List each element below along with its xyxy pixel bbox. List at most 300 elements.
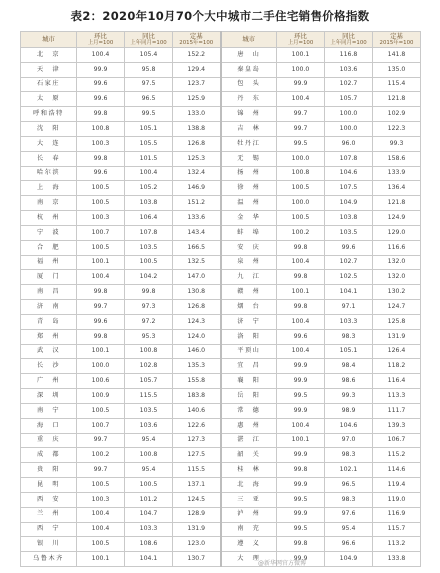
left-base-cell: 152.2 (173, 48, 221, 63)
left-mom-cell: 100.4 (77, 522, 125, 537)
left-base-cell: 133.0 (173, 107, 221, 122)
left-city-cell: 广 州 (21, 374, 77, 389)
left-base-cell: 125.9 (173, 92, 221, 107)
right-mom-cell: 100.5 (277, 211, 325, 226)
right-base-cell: 119.4 (373, 478, 421, 493)
left-yoy-cell: 97.5 (125, 77, 173, 92)
left-city-cell: 乌鲁木齐 (21, 552, 77, 567)
right-yoy-cell: 116.8 (325, 48, 373, 63)
header-base: 定基 2015年=100 (173, 32, 221, 48)
right-city-cell: 桂 林 (221, 463, 277, 478)
table-row (21, 166, 421, 181)
right-yoy-cell: 103.8 (325, 211, 373, 226)
left-base-cell: 126.8 (173, 300, 221, 315)
right-city-cell: 洛 阳 (221, 329, 277, 344)
table-row (21, 151, 421, 166)
left-base-cell: 129.4 (173, 62, 221, 77)
left-mom-cell: 100.4 (77, 48, 125, 63)
left-city-cell: 宁 波 (21, 225, 77, 240)
left-base-cell: 143.4 (173, 225, 221, 240)
left-city-cell: 合 肥 (21, 240, 77, 255)
left-base-cell: 123.0 (173, 537, 221, 552)
table-row (21, 403, 421, 418)
price-index-table (20, 31, 421, 567)
table-row (21, 418, 421, 433)
left-mom-cell: 100.5 (77, 537, 125, 552)
right-city-cell: 金 华 (221, 211, 277, 226)
right-mom-cell: 99.5 (277, 522, 325, 537)
table-row (21, 92, 421, 107)
table-row (21, 314, 421, 329)
right-base-cell: 131.9 (373, 329, 421, 344)
right-yoy-cell: 102.7 (325, 255, 373, 270)
left-city-cell: 青 岛 (21, 314, 77, 329)
table-row (21, 344, 421, 359)
right-yoy-cell: 104.1 (325, 285, 373, 300)
left-mom-cell: 99.6 (77, 314, 125, 329)
left-base-cell: 146.9 (173, 181, 221, 196)
left-yoy-cell: 104.7 (125, 507, 173, 522)
header-mom: 环比 上月=100 (77, 32, 125, 48)
left-yoy-cell: 96.5 (125, 92, 173, 107)
right-base-cell: 122.3 (373, 122, 421, 137)
right-mom-cell: 100.4 (277, 418, 325, 433)
right-base-cell: 139.3 (373, 418, 421, 433)
right-yoy-cell: 98.9 (325, 403, 373, 418)
left-city-cell: 重 庆 (21, 433, 77, 448)
left-city-cell: 贵 阳 (21, 463, 77, 478)
right-city-cell: 襄 阳 (221, 374, 277, 389)
right-yoy-cell: 107.8 (325, 151, 373, 166)
left-yoy-cell: 105.5 (125, 136, 173, 151)
table-row (21, 136, 421, 151)
right-base-cell: 116.9 (373, 507, 421, 522)
right-city-cell: 丹 东 (221, 92, 277, 107)
left-city-cell: 哈尔滨 (21, 166, 77, 181)
left-yoy-cell: 104.2 (125, 270, 173, 285)
right-city-cell: 唐 山 (221, 48, 277, 63)
right-mom-cell: 100.8 (277, 166, 325, 181)
left-yoy-cell: 103.5 (125, 240, 173, 255)
right-yoy-cell: 98.3 (325, 329, 373, 344)
right-base-cell: 113.3 (373, 389, 421, 404)
left-base-cell: 137.1 (173, 478, 221, 493)
left-base-cell: 124.3 (173, 314, 221, 329)
left-base-cell: 130.7 (173, 552, 221, 567)
left-base-cell: 122.6 (173, 418, 221, 433)
left-city-cell: 上 海 (21, 181, 77, 196)
left-base-cell: 132.4 (173, 166, 221, 181)
right-yoy-cell: 98.6 (325, 374, 373, 389)
table-row (21, 522, 421, 537)
table-row (21, 507, 421, 522)
left-city-cell: 西 宁 (21, 522, 77, 537)
table-row (21, 433, 421, 448)
right-yoy-cell: 104.6 (325, 166, 373, 181)
right-city-cell: 南 充 (221, 522, 277, 537)
table-row (21, 300, 421, 315)
right-yoy-cell: 100.0 (325, 107, 373, 122)
left-city-cell: 北 京 (21, 48, 77, 63)
left-yoy-cell: 103.8 (125, 196, 173, 211)
table-row (21, 478, 421, 493)
left-base-cell: 126.8 (173, 136, 221, 151)
right-yoy-cell: 103.3 (325, 314, 373, 329)
table-row (21, 48, 421, 63)
left-yoy-cell: 95.3 (125, 329, 173, 344)
right-yoy-cell: 97.0 (325, 433, 373, 448)
left-yoy-cell: 103.6 (125, 418, 173, 433)
right-mom-cell: 100.4 (277, 255, 325, 270)
left-yoy-cell: 115.5 (125, 389, 173, 404)
right-mom-cell: 100.2 (277, 225, 325, 240)
right-city-cell: 包 头 (221, 77, 277, 92)
left-mom-cell: 100.5 (77, 403, 125, 418)
left-yoy-cell: 101.5 (125, 151, 173, 166)
right-base-cell: 114.6 (373, 463, 421, 478)
table-body (21, 32, 421, 567)
right-yoy-cell: 105.1 (325, 344, 373, 359)
right-base-cell: 121.8 (373, 92, 421, 107)
table-row (21, 181, 421, 196)
left-city-cell: 成 都 (21, 448, 77, 463)
table-title: 表2：2020年10月70个大中城市二手住宅销售价格指数 (70, 9, 370, 23)
left-city-cell: 郑 州 (21, 329, 77, 344)
table-row (21, 492, 421, 507)
right-city-cell: 吉 林 (221, 122, 277, 137)
left-mom-cell: 99.6 (77, 166, 125, 181)
header-city-right: 城市 (221, 32, 277, 48)
left-base-cell: 127.3 (173, 433, 221, 448)
left-base-cell: 115.5 (173, 463, 221, 478)
left-mom-cell: 99.8 (77, 285, 125, 300)
table-row (21, 62, 421, 77)
right-yoy-cell: 102.7 (325, 77, 373, 92)
left-base-cell: 166.5 (173, 240, 221, 255)
table-row (21, 77, 421, 92)
right-city-cell: 北 海 (221, 478, 277, 493)
right-city-cell: 泸 州 (221, 507, 277, 522)
left-yoy-cell: 106.4 (125, 211, 173, 226)
left-city-cell: 昆 明 (21, 478, 77, 493)
table-row (21, 240, 421, 255)
right-base-cell: 124.7 (373, 300, 421, 315)
left-base-cell: 135.3 (173, 359, 221, 374)
left-yoy-cell: 102.8 (125, 359, 173, 374)
right-mom-cell: 100.1 (277, 48, 325, 63)
right-yoy-cell: 98.3 (325, 448, 373, 463)
right-mom-cell: 99.6 (277, 329, 325, 344)
right-mom-cell: 99.7 (277, 122, 325, 137)
right-yoy-cell: 99.6 (325, 240, 373, 255)
right-mom-cell: 100.4 (277, 92, 325, 107)
right-yoy-cell: 103.6 (325, 62, 373, 77)
right-base-cell: 106.7 (373, 433, 421, 448)
table-row (21, 255, 421, 270)
right-yoy-cell: 102.5 (325, 270, 373, 285)
right-base-cell: 124.9 (373, 211, 421, 226)
right-yoy-cell: 105.7 (325, 92, 373, 107)
left-base-cell: 128.9 (173, 507, 221, 522)
right-city-cell: 泉 州 (221, 255, 277, 270)
left-mom-cell: 100.8 (77, 122, 125, 137)
table-row (21, 552, 421, 567)
right-base-cell: 99.3 (373, 136, 421, 151)
left-city-cell: 西 安 (21, 492, 77, 507)
left-yoy-cell: 100.5 (125, 478, 173, 493)
left-mom-cell: 100.4 (77, 507, 125, 522)
right-mom-cell: 99.5 (277, 492, 325, 507)
right-mom-cell: 99.8 (277, 240, 325, 255)
left-mom-cell: 100.4 (77, 270, 125, 285)
left-base-cell: 155.8 (173, 374, 221, 389)
left-base-cell: 123.7 (173, 77, 221, 92)
right-base-cell: 116.4 (373, 374, 421, 389)
right-mom-cell: 99.9 (277, 77, 325, 92)
table-row (21, 329, 421, 344)
left-city-cell: 呼和浩特 (21, 107, 77, 122)
left-mom-cell: 99.9 (77, 62, 125, 77)
left-yoy-cell: 100.8 (125, 448, 173, 463)
left-city-cell: 福 州 (21, 255, 77, 270)
right-city-cell: 大 理 (221, 552, 277, 567)
right-yoy-cell: 98.4 (325, 359, 373, 374)
left-mom-cell: 100.0 (77, 359, 125, 374)
right-yoy-cell: 107.5 (325, 181, 373, 196)
left-yoy-cell: 105.2 (125, 181, 173, 196)
left-base-cell: 124.0 (173, 329, 221, 344)
left-base-cell: 147.0 (173, 270, 221, 285)
right-yoy-cell: 96.5 (325, 478, 373, 493)
right-city-cell: 扬 州 (221, 166, 277, 181)
right-mom-cell: 100.1 (277, 433, 325, 448)
left-yoy-cell: 99.5 (125, 107, 173, 122)
right-yoy-cell: 96.6 (325, 537, 373, 552)
left-base-cell: 132.5 (173, 255, 221, 270)
left-city-cell: 厦 门 (21, 270, 77, 285)
table-row (21, 359, 421, 374)
left-mom-cell: 99.7 (77, 463, 125, 478)
right-city-cell: 无 锡 (221, 151, 277, 166)
header-mom-right: 环比 上月=100 (277, 32, 325, 48)
left-city-cell: 海 口 (21, 418, 77, 433)
right-city-cell: 牡丹江 (221, 136, 277, 151)
right-mom-cell: 100.0 (277, 196, 325, 211)
right-city-cell: 宜 昌 (221, 359, 277, 374)
left-city-cell: 杭 州 (21, 211, 77, 226)
right-city-cell: 赣 州 (221, 285, 277, 300)
left-yoy-cell: 104.1 (125, 552, 173, 567)
right-city-cell: 湛 江 (221, 433, 277, 448)
right-mom-cell: 99.9 (277, 478, 325, 493)
table-row (21, 196, 421, 211)
right-base-cell: 118.2 (373, 359, 421, 374)
right-mom-cell: 100.1 (277, 285, 325, 300)
left-mom-cell: 100.6 (77, 374, 125, 389)
right-city-cell: 常 德 (221, 403, 277, 418)
right-base-cell: 115.4 (373, 77, 421, 92)
header-city: 城市 (21, 32, 77, 48)
right-mom-cell: 99.5 (277, 389, 325, 404)
right-base-cell: 130.2 (373, 285, 421, 300)
left-city-cell: 大 连 (21, 136, 77, 151)
left-yoy-cell: 100.8 (125, 344, 173, 359)
left-yoy-cell: 107.8 (125, 225, 173, 240)
left-yoy-cell: 105.7 (125, 374, 173, 389)
table-row (21, 225, 421, 240)
right-mom-cell: 99.9 (277, 374, 325, 389)
right-mom-cell: 100.0 (277, 62, 325, 77)
left-city-cell: 石家庄 (21, 77, 77, 92)
right-base-cell: 132.0 (373, 270, 421, 285)
left-mom-cell: 100.3 (77, 492, 125, 507)
right-mom-cell: 99.9 (277, 552, 325, 567)
right-city-cell: 九 江 (221, 270, 277, 285)
left-base-cell: 146.0 (173, 344, 221, 359)
right-mom-cell: 99.8 (277, 463, 325, 478)
right-yoy-cell: 98.3 (325, 492, 373, 507)
right-base-cell: 141.8 (373, 48, 421, 63)
left-city-cell: 南 昌 (21, 285, 77, 300)
left-city-cell: 深 圳 (21, 389, 77, 404)
right-yoy-cell: 99.3 (325, 389, 373, 404)
right-base-cell: 158.6 (373, 151, 421, 166)
table-row (21, 211, 421, 226)
left-yoy-cell: 95.4 (125, 433, 173, 448)
right-base-cell: 113.2 (373, 537, 421, 552)
left-city-cell: 银 川 (21, 537, 77, 552)
right-base-cell: 125.8 (373, 314, 421, 329)
right-base-cell: 133.9 (373, 166, 421, 181)
right-base-cell: 102.9 (373, 107, 421, 122)
left-mom-cell: 100.1 (77, 552, 125, 567)
left-base-cell: 140.6 (173, 403, 221, 418)
right-city-cell: 温 州 (221, 196, 277, 211)
left-mom-cell: 100.5 (77, 196, 125, 211)
left-mom-cell: 99.8 (77, 151, 125, 166)
right-city-cell: 蚌 埠 (221, 225, 277, 240)
left-base-cell: 130.8 (173, 285, 221, 300)
table-row (21, 448, 421, 463)
right-base-cell: 115.7 (373, 522, 421, 537)
left-mom-cell: 99.8 (77, 107, 125, 122)
right-city-cell: 安 庆 (221, 240, 277, 255)
right-city-cell: 岳 阳 (221, 389, 277, 404)
left-yoy-cell: 97.2 (125, 314, 173, 329)
left-city-cell: 兰 州 (21, 507, 77, 522)
right-mom-cell: 99.5 (277, 136, 325, 151)
right-base-cell: 119.0 (373, 492, 421, 507)
left-mom-cell: 100.9 (77, 389, 125, 404)
left-base-cell: 125.3 (173, 151, 221, 166)
left-city-cell: 南 宁 (21, 403, 77, 418)
left-mom-cell: 100.5 (77, 478, 125, 493)
left-city-cell: 太 原 (21, 92, 77, 107)
right-city-cell: 徐 州 (221, 181, 277, 196)
right-yoy-cell: 97.1 (325, 300, 373, 315)
right-city-cell: 惠 州 (221, 418, 277, 433)
right-yoy-cell: 104.9 (325, 196, 373, 211)
left-yoy-cell: 95.4 (125, 463, 173, 478)
left-mom-cell: 99.6 (77, 92, 125, 107)
left-mom-cell: 100.2 (77, 448, 125, 463)
right-base-cell: 111.7 (373, 403, 421, 418)
left-yoy-cell: 100.5 (125, 255, 173, 270)
left-mom-cell: 100.3 (77, 136, 125, 151)
left-yoy-cell: 100.4 (125, 166, 173, 181)
header-base-right: 定基 2015年=100 (373, 32, 421, 48)
header-row (21, 32, 421, 48)
right-base-cell: 129.0 (373, 225, 421, 240)
right-mom-cell: 99.7 (277, 107, 325, 122)
left-mom-cell: 100.1 (77, 255, 125, 270)
table-row (21, 389, 421, 404)
left-yoy-cell: 105.4 (125, 48, 173, 63)
right-city-cell: 济 宁 (221, 314, 277, 329)
left-mom-cell: 100.1 (77, 344, 125, 359)
right-yoy-cell: 104.6 (325, 418, 373, 433)
right-yoy-cell: 104.9 (325, 552, 373, 567)
right-yoy-cell: 97.6 (325, 507, 373, 522)
right-base-cell: 135.0 (373, 62, 421, 77)
right-mom-cell: 99.8 (277, 300, 325, 315)
table-row (21, 270, 421, 285)
left-yoy-cell: 97.3 (125, 300, 173, 315)
table-row (21, 285, 421, 300)
left-mom-cell: 100.7 (77, 418, 125, 433)
left-base-cell: 124.5 (173, 492, 221, 507)
left-yoy-cell: 101.2 (125, 492, 173, 507)
right-yoy-cell: 103.5 (325, 225, 373, 240)
right-base-cell: 136.4 (373, 181, 421, 196)
left-city-cell: 沈 阳 (21, 122, 77, 137)
right-yoy-cell: 95.4 (325, 522, 373, 537)
table-row (21, 374, 421, 389)
left-base-cell: 151.2 (173, 196, 221, 211)
left-mom-cell: 100.5 (77, 240, 125, 255)
left-mom-cell: 100.5 (77, 181, 125, 196)
left-yoy-cell: 103.3 (125, 522, 173, 537)
right-city-cell: 三 亚 (221, 492, 277, 507)
right-city-cell: 锦 州 (221, 107, 277, 122)
right-city-cell: 遵 义 (221, 537, 277, 552)
right-base-cell: 133.8 (373, 552, 421, 567)
left-city-cell: 天 津 (21, 62, 77, 77)
right-mom-cell: 99.8 (277, 537, 325, 552)
left-city-cell: 长 沙 (21, 359, 77, 374)
left-city-cell: 长 春 (21, 151, 77, 166)
right-mom-cell: 99.9 (277, 448, 325, 463)
left-mom-cell: 99.7 (77, 300, 125, 315)
right-mom-cell: 100.0 (277, 151, 325, 166)
right-mom-cell: 99.9 (277, 507, 325, 522)
right-base-cell: 126.4 (373, 344, 421, 359)
left-mom-cell: 100.7 (77, 225, 125, 240)
left-base-cell: 131.9 (173, 522, 221, 537)
header-yoy: 同比 上年同月=100 (125, 32, 173, 48)
left-base-cell: 183.8 (173, 389, 221, 404)
left-mom-cell: 100.3 (77, 211, 125, 226)
right-mom-cell: 99.9 (277, 359, 325, 374)
right-base-cell: 115.2 (373, 448, 421, 463)
left-mom-cell: 99.7 (77, 433, 125, 448)
table-row (21, 122, 421, 137)
right-mom-cell: 100.4 (277, 344, 325, 359)
left-yoy-cell: 99.8 (125, 285, 173, 300)
watermark: @新华网官方微博 (258, 560, 307, 567)
left-base-cell: 133.6 (173, 211, 221, 226)
table-row (21, 463, 421, 478)
